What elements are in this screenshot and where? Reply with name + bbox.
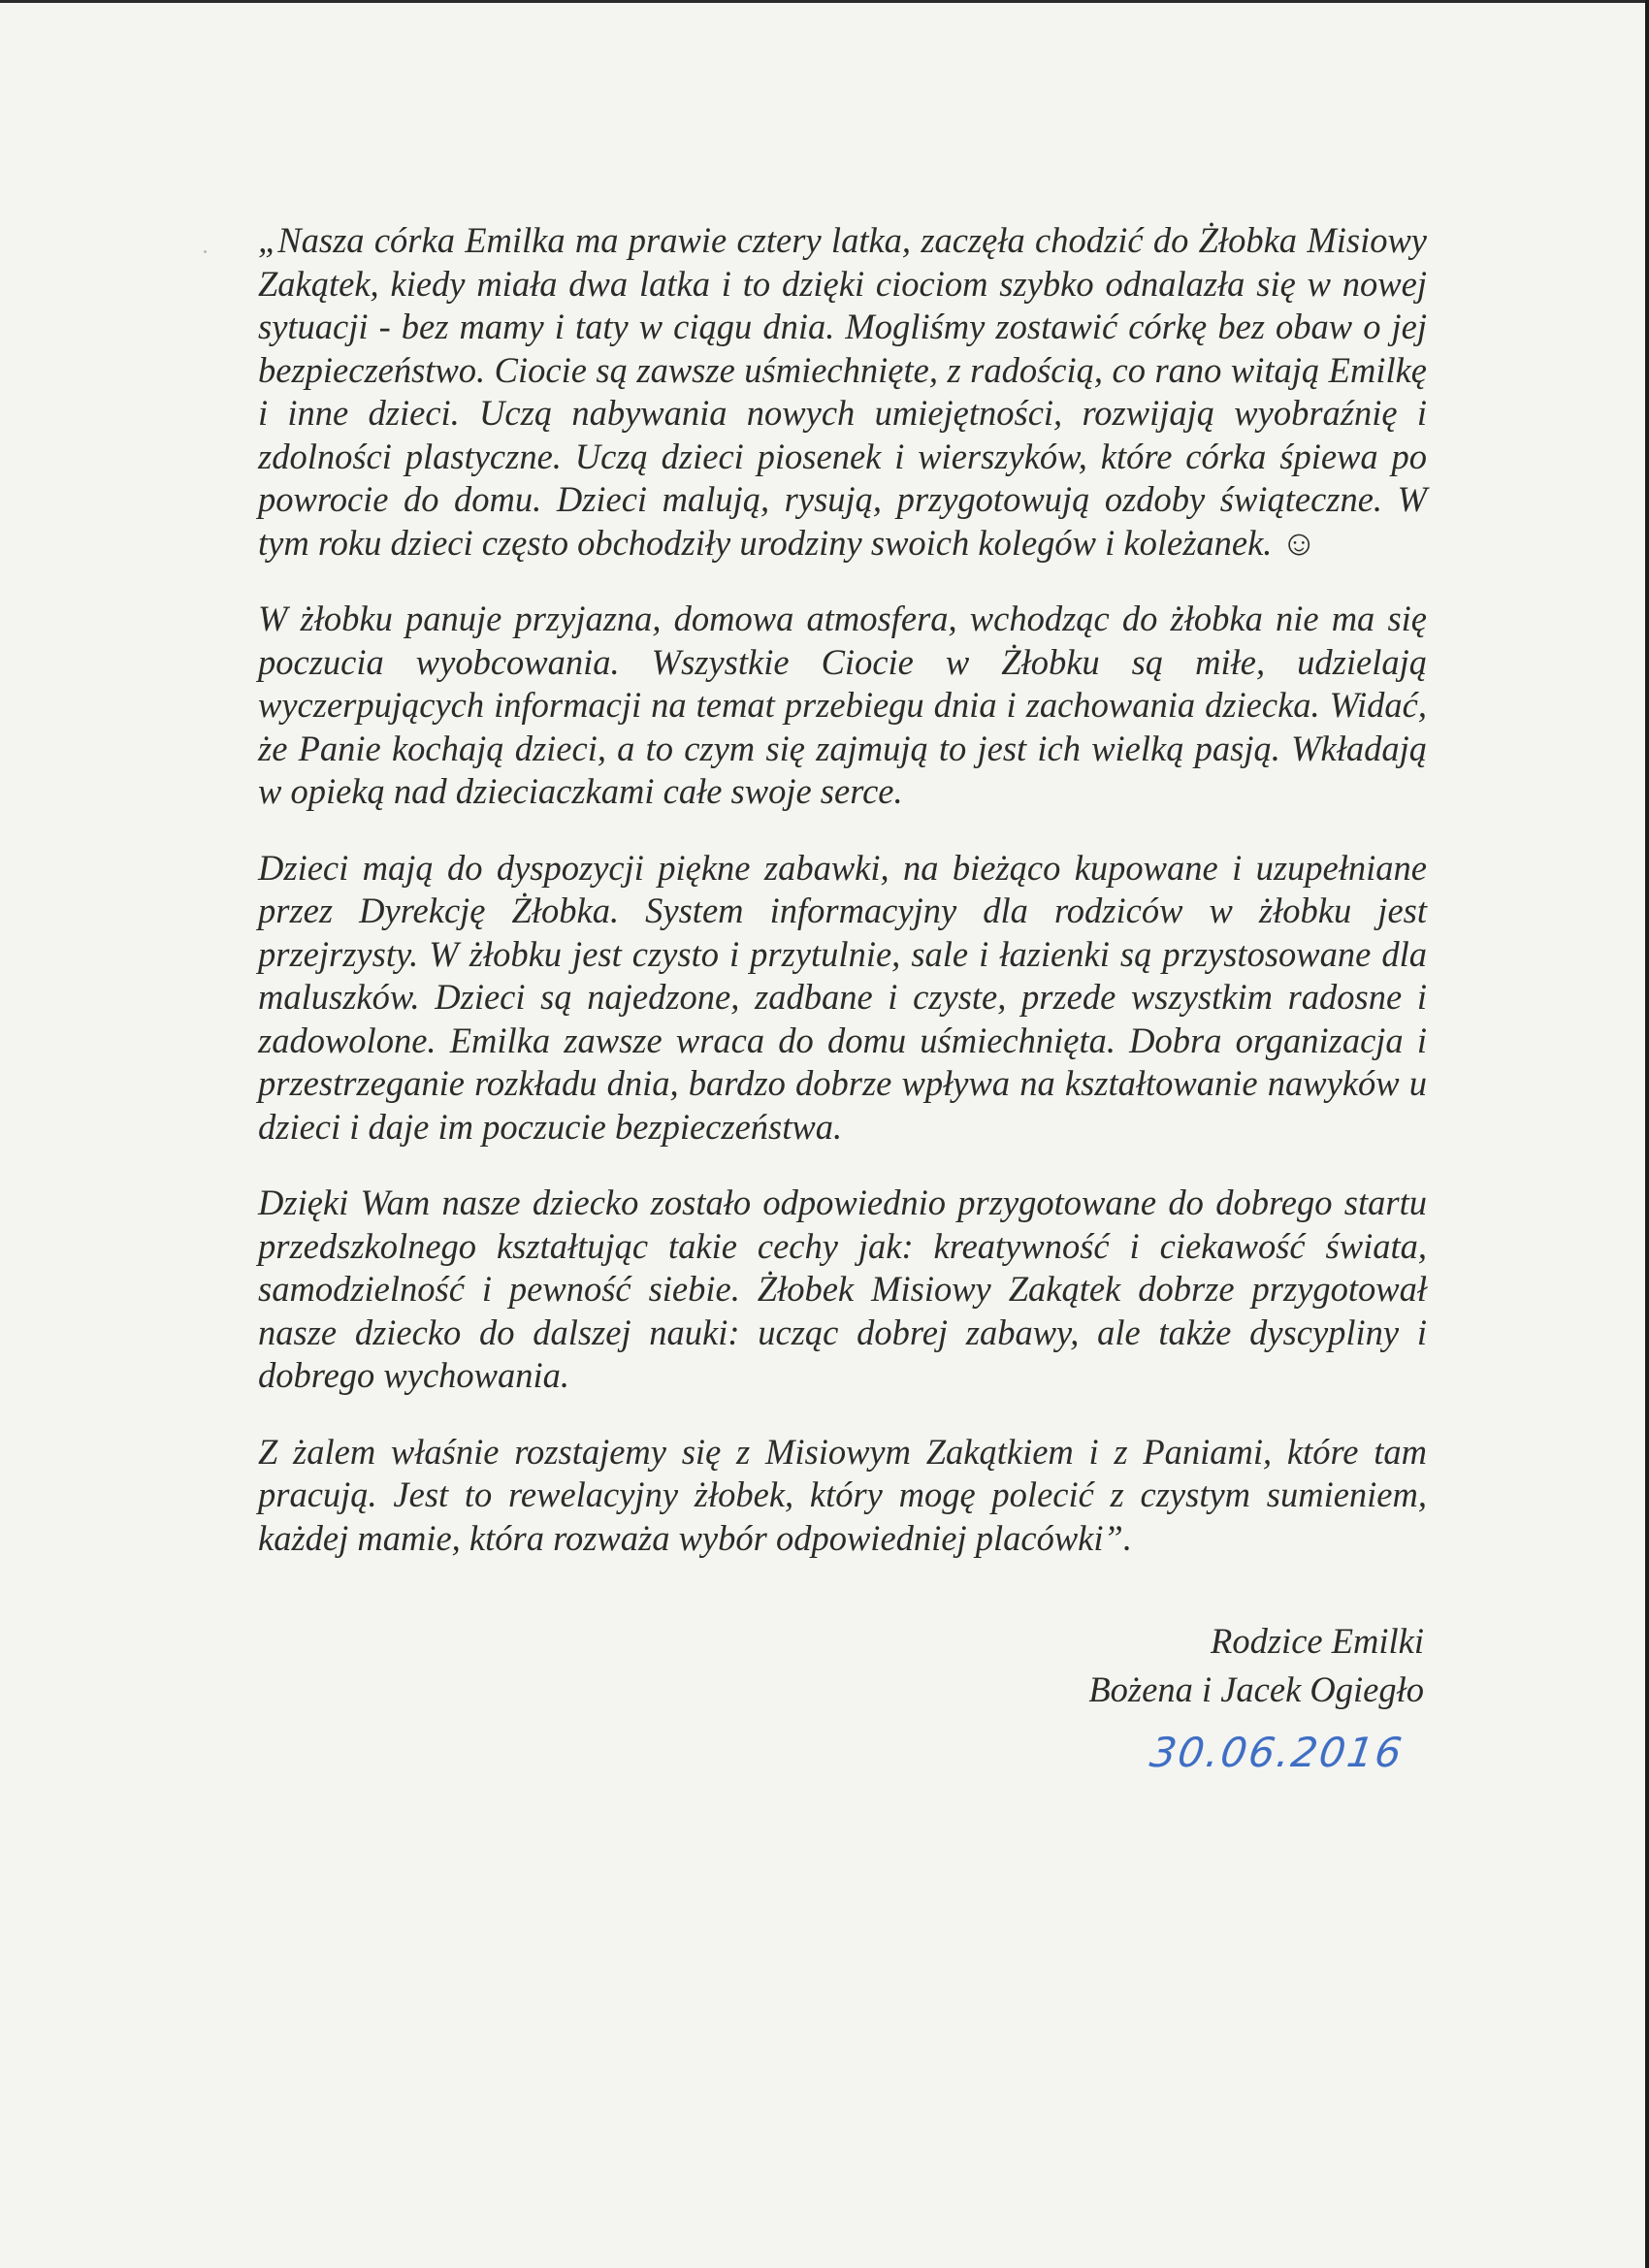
- paragraph-5: Z żalem właśnie rozstajemy się z Misiowym Zakątkiem i z Paniami, które tam pracują. Jest to rewelacyjny żłobek, który mogę polecić z czystym sumieniem, każdej mamie, która rozważa wybór odpowiedniej placówki”.: [258, 1431, 1427, 1558]
- scan-right-edge: [1645, 0, 1649, 2268]
- paragraph-3: Dzieci mają do dyspozycji piękne zabawki, na bieżąco kupowane i uzupełniane przez Dyrekcję Żłobka. System informacyjny dla rodziców w żłobku jest przejrzysty. W żłobku jest czysto i przytulnie, sale i łazienki są przystosowane dla maluszków. Dzieci są najedzone, zadbane i czyste, przede wszystkim radosne i zadowolone. Emilka zawsze wraca do domu uśmiechnięta. Dobra organizacja i przestrzeganie rozkładu dnia, bardzo dobrze wpływa na kształtowanie nawyków u dzieci i daje im poczucie bezpieczeństwa.: [258, 847, 1427, 1147]
- signature-block: [1088, 1617, 1424, 1714]
- handwritten-date: 30.06.2016: [1147, 1729, 1406, 1776]
- scan-speck: [204, 250, 207, 253]
- signature-line-parents: Rodzice Emilki: [1211, 1621, 1424, 1661]
- paragraph-2: W żłobku panuje przyjazna, domowa atmosfera, wchodząc do żłobka nie ma się poczucia wyobcowania. Wszystkie Ciocie w Żłobku są miłe, udzielają wyczerpujących informacji na temat przebiegu dnia i zachowania dziecka. Widać, że Panie kochają dzieci, a to czym się zajmują to jest ich wielką pasją. Wkładają w opieką nad dzieciaczkami całe swoje serce.: [258, 599, 1427, 811]
- paragraph-1: „Nasza córka Emilka ma prawie cztery latka, zaczęła chodzić do Żłobka Misiowy Zakątek, kiedy miała dwa latka i to dzięki ciociom szybko odnalazła się w nowej sytuacji - bez mamy i taty w ciągu dnia. Mogliśmy zostawić córkę bez obaw o jej bezpieczeństwo. Ciocie są zawsze uśmiechnięte, z radością, co rano witają Emilkę i inne dzieci. Uczą nabywania nowych umiejętności, rozwijają wyobraźnię i zdolności plastyczne. Uczą dzieci piosenek i wierszyków, które córka śpiewa po powrocie do domu. Dzieci malują, rysują, przygotowują ozdoby świąteczne. W tym roku dzieci często obchodziły urodziny swoich kolegów i koleżanek. ☺: [258, 220, 1427, 563]
- letter-body: [258, 219, 1427, 1593]
- scan-top-edge: [0, 0, 1649, 3]
- signature-line-names: Bożena i Jacek Ogiegło: [1088, 1669, 1424, 1709]
- paragraph-4: Dzięki Wam nasze dziecko zostało odpowiednio przygotowane do dobrego startu przedszkolnego kształtując takie cechy jak: kreatywność i ciekawość świata, samodzielność i pewność siebie. Żłobek Misiowy Zakątek dobrze przygotował nasze dziecko do dalszej nauki: ucząc dobrej zabawy, ale także dyscypliny i dobrego wychowania.: [258, 1183, 1427, 1395]
